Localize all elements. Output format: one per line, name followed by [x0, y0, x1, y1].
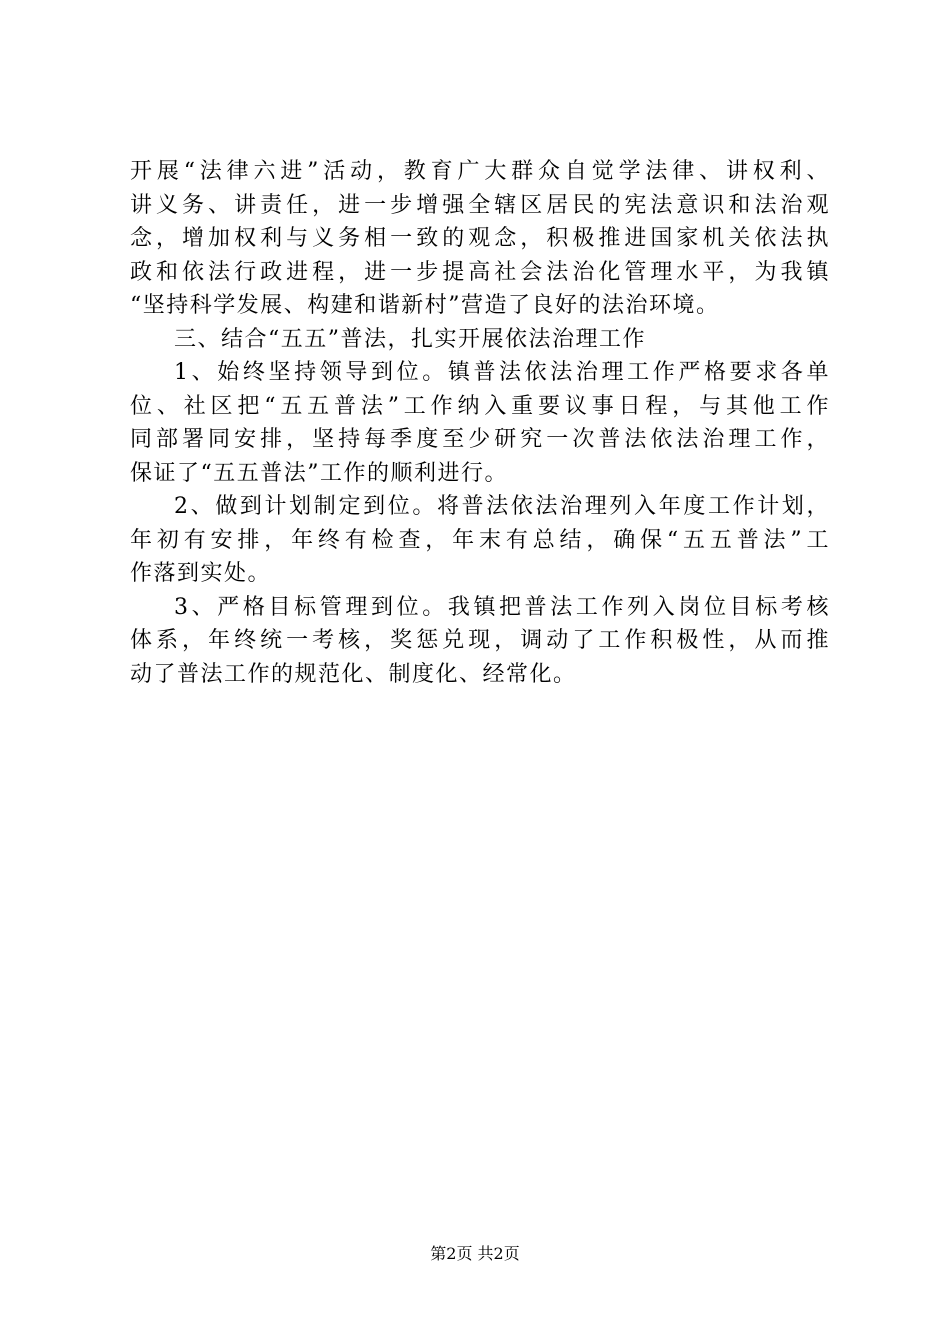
paragraph-line: 位、社区把“五五普法”工作纳入重要议事日程，与其他工作 — [130, 393, 830, 419]
paragraph-line: 体系，年终统一考核，奖惩兑现，调动了工作积极性，从而推 — [130, 628, 830, 653]
paragraph-line: 3、严格目标管理到位。我镇把普法工作列入岗位目标考核 — [174, 594, 830, 620]
paragraph-line: 作落到实处。 — [130, 561, 272, 586]
section-heading: 三、结合“五五”普法，扎实开展依法治理工作 — [174, 326, 646, 352]
paragraph-line: 年初有安排，年终有检查，年末有总结，确保“五五普法”工 — [130, 527, 830, 553]
paragraph-line: 同部署同安排，坚持每季度至少研究一次普法依法治理工作， — [130, 427, 830, 452]
paragraph-line: 2、做到计划制定到位。将普法依法治理列入年度工作计划， — [174, 494, 830, 519]
paragraph-line: 开展“法律六进”活动，教育广大群众自觉学法律、讲权利、 — [130, 159, 830, 184]
paragraph-line: 动了普法工作的规范化、制度化、经常化。 — [130, 661, 577, 687]
paragraph-line: 讲义务、讲责任，进一步增强全辖区居民的宪法意识和法治观 — [130, 192, 830, 218]
page-number-footer: 第2页 共2页 — [430, 1244, 520, 1263]
paragraph-line: “坚持科学发展、构建和谐新村”营造了良好的法治环境。 — [130, 293, 720, 318]
paragraph-line: 1、始终坚持领导到位。镇普法依法治理工作严格要求各单 — [174, 360, 830, 385]
paragraph-line: 念，增加权利与义务相一致的观念，积极推进国家机关依法执 — [130, 226, 830, 251]
paragraph-line: 保证了“五五普法”工作的顺利进行。 — [130, 460, 508, 486]
document-body — [130, 155, 830, 691]
paragraph-line: 政和依法行政进程，进一步提高社会法治化管理水平，为我镇 — [130, 259, 830, 285]
